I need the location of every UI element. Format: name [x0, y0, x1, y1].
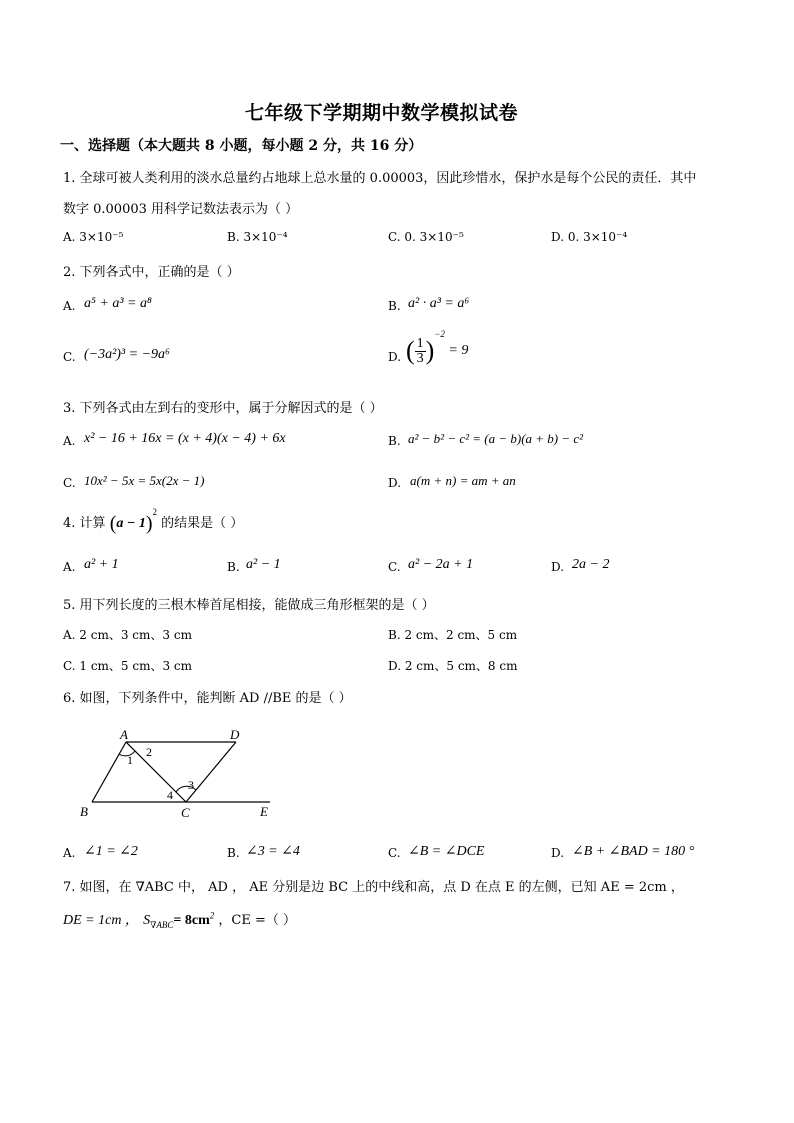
- q1-option-a: A. 3×10⁻⁵: [63, 230, 124, 244]
- q6-label-b: B.: [227, 846, 240, 860]
- q2-label-a: A.: [63, 299, 76, 313]
- q4-label-d: D.: [551, 560, 565, 574]
- q3-option-d-expr: a(m + n) = am + an: [410, 473, 516, 488]
- q3-label-a: A.: [63, 434, 76, 448]
- q4-stem-prefix: 4. 计算: [63, 516, 106, 531]
- q2-option-d-expr: ( $\frac{1}{3}$ )$^{-2}$ = 9: [406, 328, 469, 366]
- q4-stem: 4. 计算 $(a - 1)^2$ 的结果是（ ）: [63, 507, 244, 535]
- q4-exponent: 2: [152, 507, 158, 518]
- q5-option-d: D. 2 cm、5 cm、8 cm: [388, 659, 518, 673]
- section-heading: 一、选择题（本大题共 8 小题，每小题 2 分，共 16 分）: [60, 138, 423, 154]
- label-point-c: C: [181, 805, 190, 820]
- q4-label-c: C.: [388, 560, 401, 574]
- q3-label-d: D.: [388, 476, 402, 490]
- q4-label-b: B.: [227, 560, 240, 574]
- q4-option-c-expr: a² − 2a + 1: [408, 557, 474, 572]
- q3-option-b-expr: a² − b² − c² = (a − b)(a + b) − c²: [408, 431, 584, 446]
- q2-label-c: C.: [63, 350, 76, 364]
- q2-stem: 2. 下列各式中，正确的是（ ）: [63, 265, 240, 280]
- q5-option-c: C. 1 cm、5 cm、3 cm: [63, 659, 193, 673]
- q7-stem-line2: [63, 909, 296, 929]
- label-point-e: E: [260, 804, 268, 819]
- q4-option-d-expr: 2a − 2: [572, 557, 610, 572]
- q6-stem: 6. 如图，下列条件中，能判断 AD //BE 的是（ ）: [63, 691, 352, 706]
- q6-option-a-expr: ∠1 = ∠2: [84, 844, 138, 859]
- q5-stem: 5. 用下列长度的三根木棒首尾相接，能做成三角形框架的是（ ）: [63, 598, 435, 613]
- q4-option-a-expr: a² + 1: [84, 557, 119, 572]
- q7-tail: ，CE =（ ）: [218, 913, 296, 928]
- exponent: −2: [434, 328, 445, 339]
- q1-option-b: B. 3×10⁻⁴: [227, 230, 288, 244]
- q6-label-d: D.: [551, 846, 565, 860]
- q3-option-c-expr: 10x² − 5x = 5x(2x − 1): [84, 473, 205, 488]
- label-angle-4: 4: [167, 788, 173, 802]
- q1-stem-line2: 数字 0.00003 用科学记数法表示为（ ）: [63, 202, 299, 217]
- label-point-d: D: [230, 727, 240, 742]
- fraction-numerator: 1: [416, 335, 424, 351]
- q6-option-c-expr: ∠B = ∠DCE: [408, 844, 485, 859]
- q3-stem: 3. 下列各式由左到右的变形中，属于分解因式的是（ ）: [63, 401, 383, 416]
- segment-cd: [186, 742, 236, 802]
- parallelogram-figure: [70, 722, 290, 826]
- label-point-a: A: [120, 727, 128, 742]
- q2-option-a-expr: a⁵ + a³ = a⁸: [84, 296, 152, 311]
- label-point-b: B: [80, 804, 88, 819]
- q7-stem-line1: 7. 如图，在 ∇ABC 中， AD ， AE 分别是边 BC 上的中线和高，点 D 在点 E 的左侧，已知 AE = 2cm ，: [63, 880, 684, 895]
- page-title: 七年级下学期期中数学模拟试卷: [245, 102, 519, 124]
- area-symbol: S: [143, 913, 151, 928]
- q2-option-b-expr: a² · a³ = a⁶: [408, 296, 470, 311]
- area-value: = 8cm: [173, 913, 210, 928]
- q6-option-d-expr: ∠B + ∠BAD = 180 °: [572, 844, 695, 859]
- q3-option-a-expr: x² − 16 + 16x = (x + 4)(x − 4) + 6x: [84, 431, 286, 446]
- q3-label-c: C.: [63, 476, 76, 490]
- q4-label-a: A.: [63, 560, 76, 574]
- q5-option-a: A. 2 cm、3 cm、3 cm: [63, 628, 192, 642]
- q2-option-c-expr: (−3a²)³ = −9a⁶: [84, 347, 170, 362]
- q6-label-c: C.: [388, 846, 401, 860]
- q4-stem-suffix: 的结果是（ ）: [161, 516, 244, 531]
- q1-option-c: C. 0. 3×10⁻⁵: [388, 230, 464, 244]
- label-angle-1: 1: [127, 753, 133, 767]
- area-subscript: ∇ABC: [150, 919, 174, 930]
- q7-de-value: DE = 1cm ，: [63, 913, 139, 928]
- label-angle-3: 3: [188, 778, 194, 792]
- q7-area: [143, 910, 215, 930]
- q4-expression: a − 1: [116, 516, 146, 531]
- label-angle-2: 2: [146, 745, 152, 759]
- q2-label-b: B.: [388, 299, 401, 313]
- segment-ab: [92, 742, 126, 802]
- q5-option-b: B. 2 cm、2 cm、5 cm: [388, 628, 518, 642]
- equals-rhs: = 9: [448, 343, 469, 359]
- q3-label-b: B.: [388, 434, 401, 448]
- fraction-denominator: 3: [416, 350, 424, 366]
- q2-label-d: D.: [388, 350, 402, 364]
- q6-option-b-expr: ∠3 = ∠4: [246, 844, 300, 859]
- q1-stem-line1: 1. 全球可被人类利用的淡水总量约占地球上总水量的 0.00003，因此珍惜水，保护水是每个公民的责任．其中: [63, 171, 697, 186]
- area-unit-exponent: 2: [209, 910, 215, 921]
- q1-option-d: D. 0. 3×10⁻⁴: [551, 230, 628, 244]
- q4-option-b-expr: a² − 1: [246, 557, 281, 572]
- q6-label-a: A.: [63, 846, 76, 860]
